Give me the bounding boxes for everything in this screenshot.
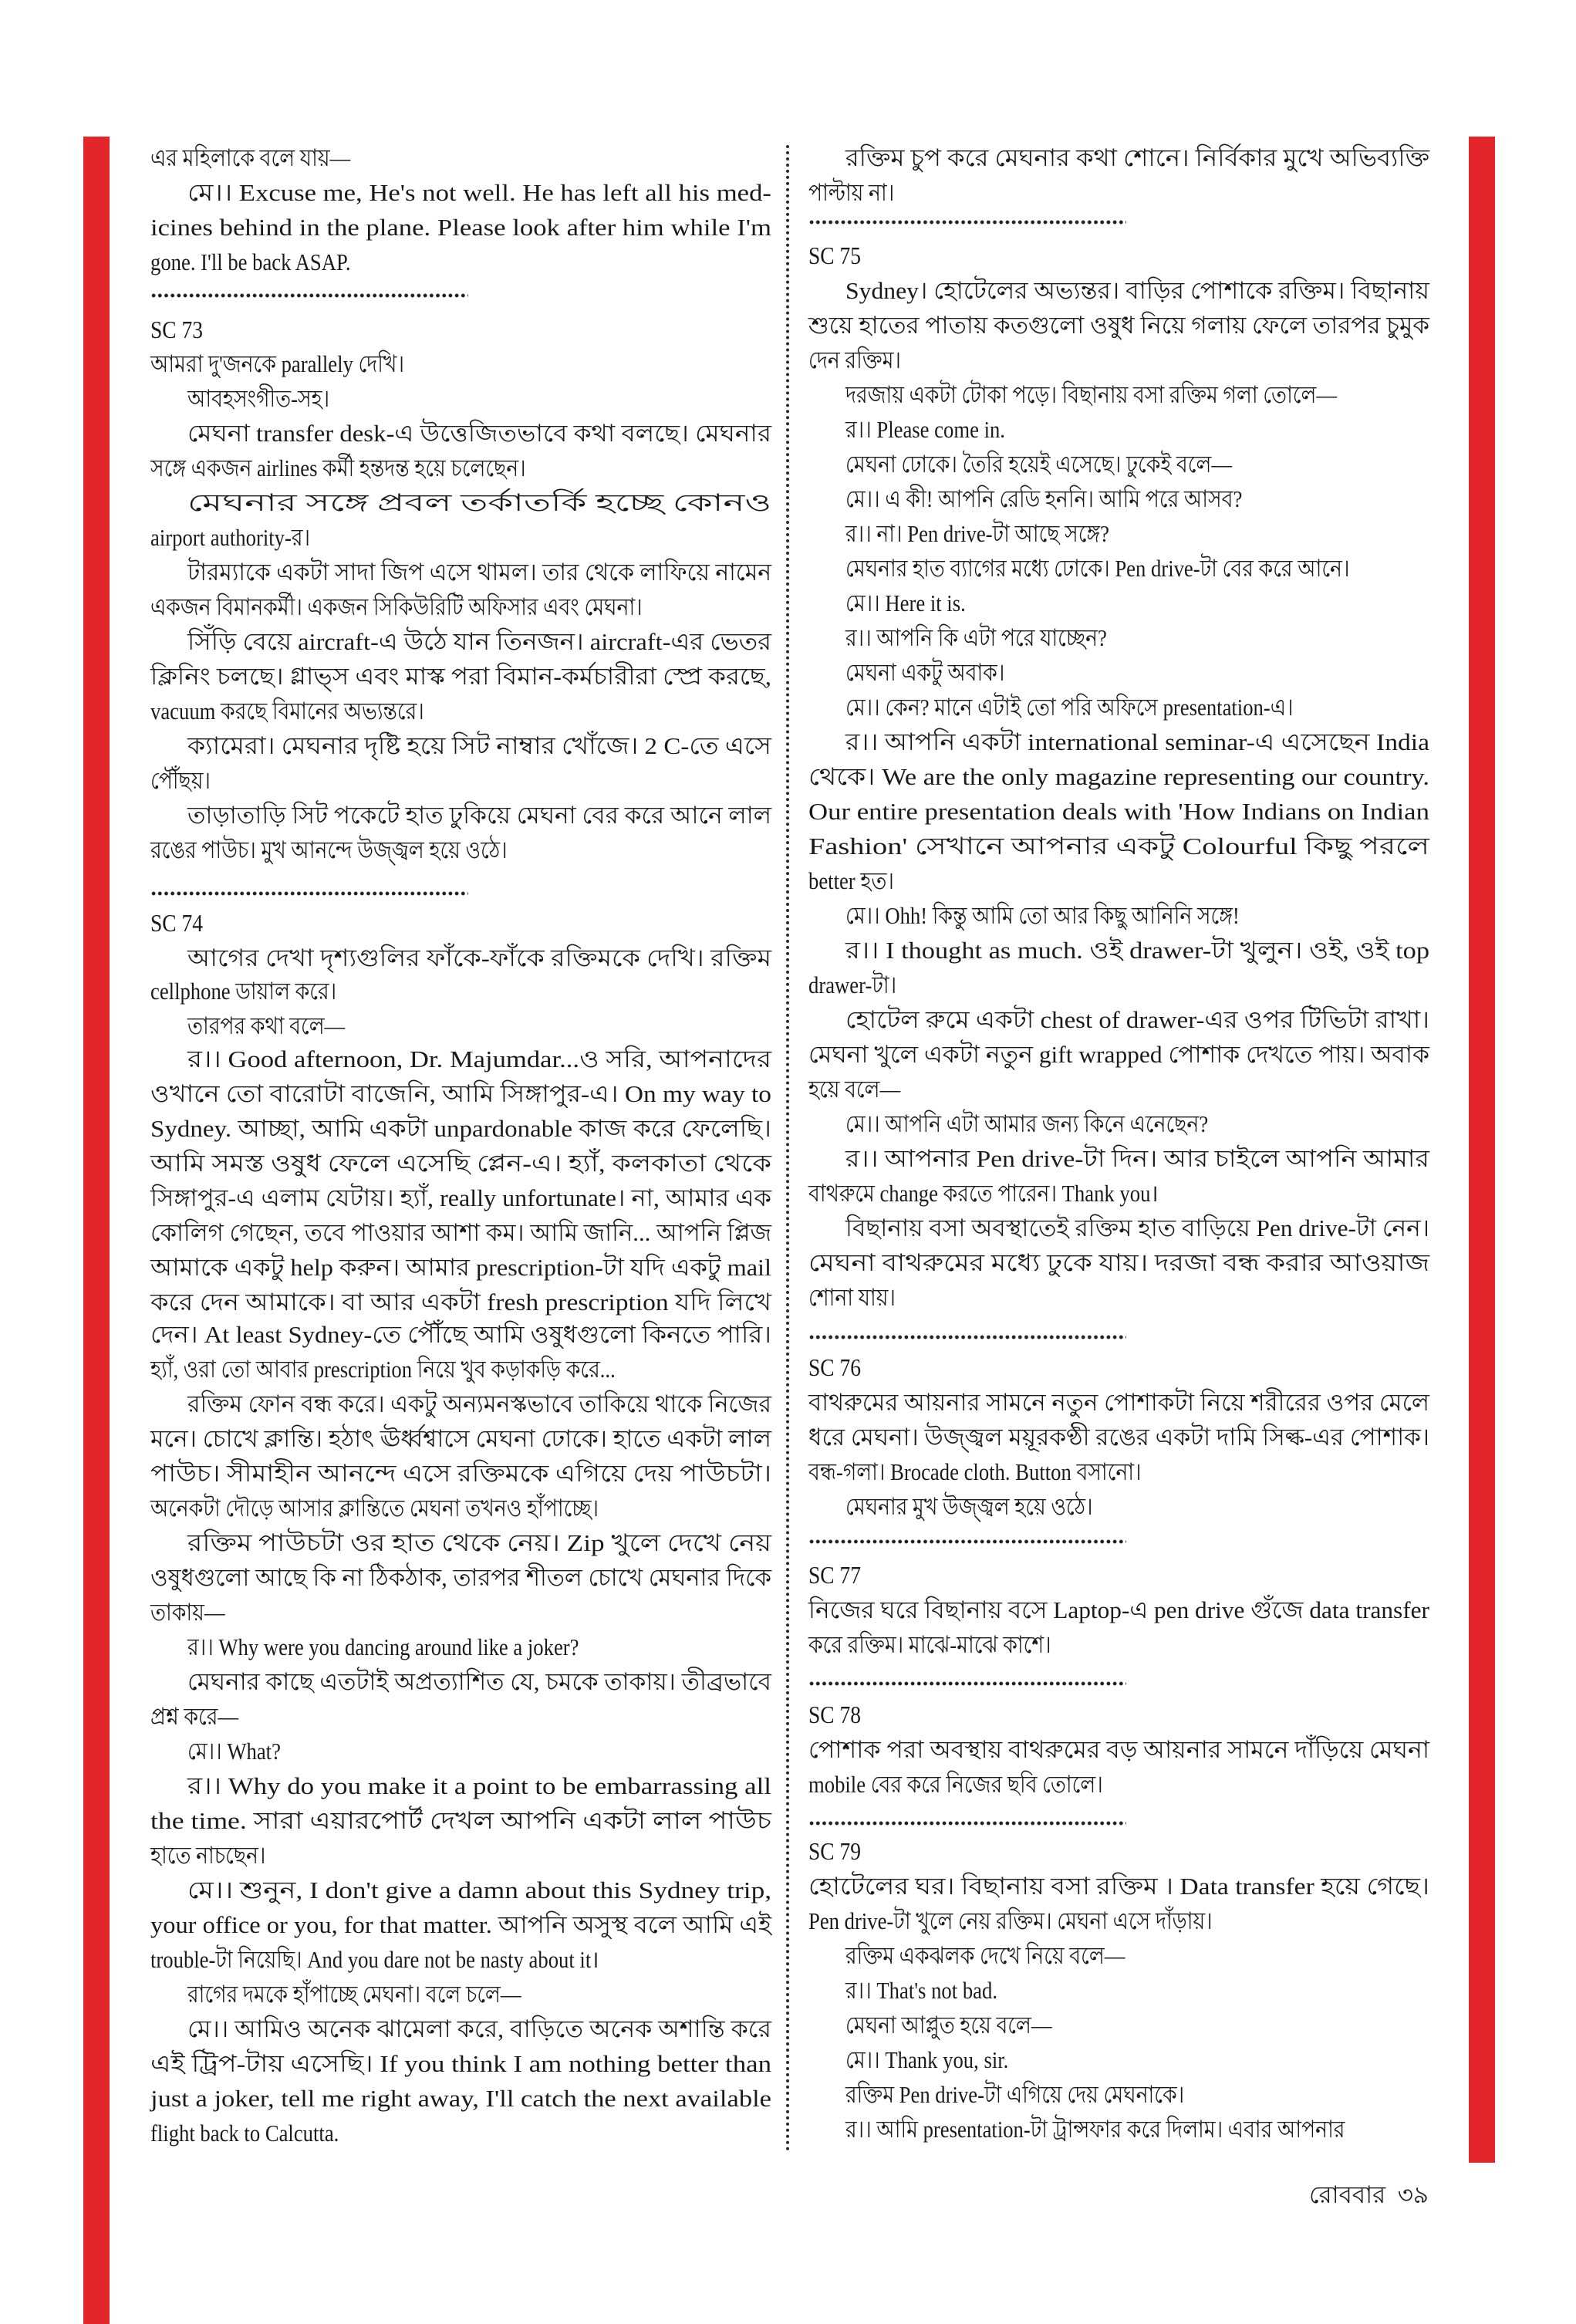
text-line-content: মে।। আপনি এটা আমার জন্য কিনে এনেছেন? [845, 1110, 1209, 1137]
text-line-content: মে।। এ কী! আপনি রেডি হননি। আমি পরে আসব? [845, 485, 1243, 512]
text-line-content: মেঘনা transfer desk-এ উত্তেজিতভাবে কথা বলছে। মেঘনার [187, 420, 771, 447]
text-line [150, 1942, 672, 1977]
text-line-content: পোশাক পরা অবস্থায় বাথরুমের বড় আয়নার সামনে দাঁড়িয়ে মেঘনা [808, 1736, 1429, 1763]
text-line-content: Fashion' সেখানে আপনার একটু Colourful কিছু পরলে [808, 833, 1429, 860]
text-line-content: মেঘনা ঢোকে। তৈরি হয়েই এসেছে। ঢুকেই বলে— [845, 451, 1233, 478]
text-line [187, 175, 771, 210]
text-line [187, 1042, 772, 1076]
text-line-content: মে।। শুনুন, I don't give a damn about this Sydney trip, [187, 1876, 772, 1903]
text-line [845, 273, 1429, 308]
text-line [187, 1873, 772, 1907]
scene-heading-text: SC 77 [808, 1561, 862, 1589]
text-line-content: সঙ্গে একজন airlines কর্মী হন্তদন্ত হয়ে চলেছেন। [150, 454, 526, 481]
text-line-content: আবহসংগীত-সহ। [187, 385, 330, 412]
text-line-content: cellphone ডায়াল করে। [150, 978, 337, 1005]
text-line [845, 898, 1304, 933]
text-line [845, 551, 1432, 586]
scene-heading [150, 906, 211, 941]
text-line [808, 1385, 1432, 1420]
text-line [150, 1285, 772, 1319]
text-line [808, 1903, 1278, 1938]
text-line-content: রাগের দমকে হাঁপাচ্ছে মেঘনা। বলে চলে— [187, 1981, 521, 2008]
text-line-content: তাকায়— [150, 1599, 225, 1626]
text-line [150, 451, 587, 485]
text-line-content: হাতে নাচছেন। [150, 1842, 266, 1869]
text-line-content: রক্তিম Pen drive-টা এগিয়ে দেয় মেঘনাকে। [845, 2081, 1185, 2108]
text-line [150, 1491, 672, 1525]
text-line [845, 2042, 1035, 2077]
text-line-content: তাড়াতাড়ি সিট পকেটে হাত ঢুকিয়ে মেঘনা বের করে আনে লাল [187, 802, 772, 829]
text-line [808, 1245, 1430, 1280]
text-line [150, 1560, 777, 1595]
text-line-content: মেঘনা খুলে একটা নতুন gift wrapped পোশাক দেখতে পায়। অবাক [808, 1041, 1429, 1068]
text-line-content: রক্তিম পাউচটা ওর হাত থেকে নেয়। Zip খুলে দেখে নেয় [187, 1529, 772, 1556]
scene-heading [150, 312, 211, 347]
scene-separator [808, 220, 1126, 225]
text-line-content: মেঘনার কাছে এতটাই অপ্রত্যাশিত যে, চমকে তাকায়। তীব্রভাবে [187, 1668, 771, 1695]
text-line-content: হোটেল রুমে একটা chest of drawer-এর ওপর টিভিটা রাখা। [845, 1006, 1429, 1033]
text-line [808, 1732, 1429, 1767]
text-line [808, 1176, 1215, 1211]
text-line [150, 1699, 253, 1734]
text-line [187, 1387, 789, 1421]
text-line [150, 1215, 776, 1250]
text-line [150, 1456, 772, 1491]
text-line [845, 586, 985, 620]
text-line [187, 1664, 770, 1699]
text-line-content: র।। আপনি কি এটা পরে যাচ্ছেন? [845, 624, 1107, 651]
text-line [187, 2012, 771, 2046]
text-line-content: icines behind in the plane. Please look after him while I'm [150, 214, 772, 241]
text-line-content: নিজের ঘরে বিছানায় বসে Laptop-এ pen drive গুঁজে data transfer [808, 1596, 1429, 1623]
text-line [150, 1352, 691, 1387]
text-line [845, 620, 1149, 655]
text-line-content: রক্তিম একঝলক দেখে নিয়ে বলে— [845, 1942, 1125, 1969]
text-line [845, 377, 1417, 412]
text-line [187, 381, 353, 416]
text-line [187, 1977, 575, 2012]
scene-heading [808, 1834, 869, 1869]
text-line [150, 1181, 772, 1215]
text-line [845, 1106, 1267, 1141]
text-line-content: পাউচ। সীমাহীন আনন্দে এসে রক্তিমকে এগিয়ে দেয় পাউচটা। [150, 1460, 772, 1487]
text-line-content: হোটেলের ঘর। বিছানায় বসা রক্তিম । Data transfer হয়ে গেছে। [808, 1873, 1430, 1900]
text-line [845, 481, 1307, 516]
text-line [845, 1141, 1429, 1176]
text-line [808, 1627, 1091, 1662]
text-line [845, 655, 1031, 690]
text-line-content: just a joker, tell me right away, I'll catch the next available [150, 2085, 771, 2112]
text-line [150, 659, 771, 694]
text-line-content: মেঘনার মুখ উজ্জ্বল হয়ে ওঠে। [845, 1493, 1093, 1520]
text-line-content: Pen drive-টা খুলে নেয় রক্তিম। মেঘনা এসে দাঁড়ায়। [808, 1907, 1213, 1934]
scene-heading-text: SC 74 [150, 909, 204, 937]
scene-heading [808, 238, 869, 273]
text-line-content: মে।। আমিও অনেক ঝামেলা করে, বাড়িতে অনেক অশান্তি করে [187, 2015, 771, 2042]
text-line [845, 1211, 1430, 1245]
text-line [187, 485, 772, 520]
text-line-content: পাল্টায় না। [808, 179, 895, 206]
text-line-content: প্রশ্ন করে— [150, 1703, 239, 1730]
text-line-content: মে।। কেন? মানে এটাই তো পরি অফিসে presentation-এ। [845, 694, 1294, 721]
text-line [808, 343, 916, 377]
text-line-content: র।। আপনি একটা international seminar-এ এসেছেন India [845, 728, 1429, 755]
text-line-content: দরজায় একটা টোকা পড়ে। বিছানায় বসা রক্তিম গলা তোলে— [845, 381, 1338, 408]
text-line [808, 175, 908, 210]
text-line-content: হ্যাঁ, ওরা তো আবার prescription নিয়ে খুব কড়াকড়ি করে... [150, 1356, 616, 1383]
publication-name: রোববার [1309, 2181, 1386, 2208]
text-line [150, 1250, 771, 1285]
scene-separator [808, 1335, 1126, 1339]
text-line-content: র।। That's not bad. [845, 1977, 997, 2004]
text-line [150, 694, 469, 728]
scene-separator [150, 891, 468, 896]
column-divider [786, 145, 789, 2153]
text-line [187, 728, 771, 763]
text-line [845, 690, 1366, 725]
scene-heading-text: SC 73 [150, 316, 204, 343]
text-line-content: এর মহিলাকে বলে যায়— [150, 144, 351, 171]
text-line [150, 833, 565, 867]
scene-separator [808, 1821, 1126, 1826]
text-line-content: বাথরুমে change করতে পারেন। Thank you। [808, 1180, 1159, 1207]
text-line-content: র।। Why were you dancing around like a joker? [187, 1633, 579, 1660]
text-line-content: সিঁড়ি বেয়ে aircraft-এ উঠে যান তিনজন। aircraft-এর ভেতর [187, 628, 772, 655]
text-line [845, 933, 1430, 968]
text-line [808, 829, 1429, 863]
text-line-content: সিঙ্গাপুর-এ এলাম যেটায়। হ্যাঁ, really unfortunate। না, আমার এক [150, 1184, 772, 1211]
text-line-content: শুয়ে হাতের পাতায় কতগুলো ওষুধ নিয়ে গলায় ফেলে তারপর চুমুক [808, 312, 1430, 339]
text-line-content: mobile বের করে নিজের ছবি তোলে। [808, 1771, 1103, 1798]
text-line-content: রক্তিম চুপ করে মেঘনার কথা শোনে। নির্বিকার মুখে অভিব্যক্তি [845, 144, 1429, 171]
text-line-content: র।। না। Pen drive-টা আছে সঙ্গে? [845, 520, 1109, 547]
text-line-content: পৌঁছয়। [150, 767, 211, 794]
text-line [150, 1146, 771, 1181]
text-line-content: অনেকটা দৌড়ে আসার ক্লান্তিতে মেঘনা তখনও হাঁপাচ্ছে। [150, 1495, 599, 1522]
text-line [808, 1072, 916, 1106]
text-line-content: র।। Good afternoon, Dr. Majumdar...ও সরি, আপনাদের [187, 1045, 772, 1072]
text-line [845, 1973, 1022, 2008]
text-line-content: মে।। Excuse me, He's not well. He has left all his med- [187, 179, 771, 206]
text-line-content: your office or you, for that matter. আপনি অসুস্থ বলে আমি এই [150, 1911, 771, 1938]
text-line-content: মেঘনা একটু অবাক। [845, 659, 1005, 686]
text-line-content: শোনা যায়। [808, 1284, 896, 1311]
text-line [150, 1317, 771, 1352]
text-line [808, 794, 1429, 829]
text-line [187, 1008, 370, 1043]
text-line-content: drawer-টা। [808, 971, 897, 998]
text-line [150, 974, 366, 1008]
text-line-content: ক্যামেরা। মেঘনার দৃষ্টি হয়ে সিট নাম্বার খোঁজে। 2 C-তে এসে [187, 732, 771, 759]
text-line [150, 1907, 771, 1942]
text-line-content: মে।। What? [187, 1738, 281, 1765]
text-line [150, 1595, 237, 1630]
text-line-content: মে।। Here it is. [845, 589, 966, 616]
text-line-content: flight back to Calcutta. [150, 2120, 339, 2147]
text-line-content: Sydney. আচ্ছা, আমি একটা unpardonable কাজ করে ফেলেছি। [150, 1115, 771, 1142]
text-line-content: মেঘনার সঙ্গে প্রবল তর্কাতর্কি হচ্ছে কোনও [187, 489, 772, 516]
text-line [808, 1767, 1151, 1802]
text-line [845, 1938, 1170, 1973]
text-line-content: ওখানে তো বারোটা বাজেনি, আমি সিঙ্গাপুর-এ। On my way to [150, 1080, 771, 1107]
text-line-content: Our entire presentation deals with 'How Indians on Indian [808, 798, 1429, 825]
text-line [150, 2046, 772, 2081]
text-line [808, 1454, 1196, 1489]
text-line-content: র।। আপনার Pen drive-টা দিন। আর চাইলে আপনি আমার [845, 1145, 1429, 1172]
text-line-content: মনে। চোখে ক্লান্তি। হঠাৎ ঊর্ধ্বশ্বাসে মেঘনা ঢোকে। হাতে একটা লাল [150, 1425, 772, 1452]
page-footer [1157, 2177, 1429, 2212]
text-line-content: করে দেন আমাকে। বা আর একটা fresh prescription যদি লিখে [150, 1289, 772, 1316]
text-line [150, 1076, 771, 1111]
text-line-content: বাথরুমের আয়নার সামনে নতুন পোশাকটা নিয়ে শরীরের ওপর মেলে [808, 1389, 1429, 1416]
text-line [808, 968, 911, 1002]
text-line-content: হয়ে বলে— [808, 1076, 901, 1103]
scene-heading-text: SC 79 [808, 1837, 862, 1865]
text-line [187, 798, 772, 833]
text-line [150, 589, 723, 624]
text-line-content: আগের দেখা দৃশ্যগুলির ফাঁকে-ফাঁকে রক্তিমকে দেখি। রক্তিম [187, 944, 771, 971]
text-line [845, 725, 1429, 759]
text-line [150, 520, 336, 555]
scene-separator [808, 1539, 1126, 1544]
text-line-content: র।। আমি presentation-টা ট্রান্সফার করে দিলাম। এবার আপনার [845, 2116, 1345, 2143]
scene-heading [808, 1697, 869, 1732]
text-line-content: র।। Please come in. [845, 416, 1005, 443]
text-line [150, 346, 446, 381]
text-line-content: টারম্যাকে একটা সাদা জিপ এসে থামল। তার থেকে লাফিয়ে নামেন [187, 559, 772, 586]
text-line [845, 1002, 1429, 1037]
text-line [150, 245, 383, 279]
text-line [150, 140, 383, 175]
text-line-content: দেন রক্তিম। [808, 346, 901, 373]
text-line [808, 1037, 1429, 1072]
text-line [187, 1734, 296, 1768]
text-line-content: ক্লিনিং চলছে। গ্লাভ্স এবং মাস্ক পরা বিমান-কর্মচারীরা স্প্রে করছে, [150, 663, 771, 690]
text-line [845, 516, 1152, 551]
scene-heading-text: SC 75 [808, 242, 862, 269]
text-line [150, 1421, 772, 1456]
text-line-content: মেঘনা আপ্লুত হয়ে বলে— [845, 2012, 1052, 2039]
text-line [808, 1280, 909, 1315]
text-line-content: রক্তিম ফোন বন্ধ করে। একটু অন্যমনস্কভাবে তাকিয়ে থাকে নিজের [187, 1390, 771, 1417]
text-line-content: ধরে মেঘনা। উজ্জ্বল ময়ূরকণ্ঠী রঙের একটা দামি সিল্ক-এর পোশাক। [808, 1424, 1430, 1451]
text-line [845, 140, 1429, 175]
text-line [150, 1838, 285, 1873]
text-line-content: বন্ধ-গলা। Brocade cloth. Button বসানো। [808, 1458, 1142, 1485]
accent-bar-right [1469, 137, 1495, 2163]
text-line [187, 1768, 771, 1803]
text-line [808, 308, 1428, 343]
text-line [187, 1525, 772, 1560]
scene-heading [808, 1350, 869, 1385]
text-line [845, 2112, 1426, 2147]
text-line [150, 1803, 772, 1838]
text-line [845, 2077, 1240, 2112]
text-line-content: করে রক্তিম। মাঝে-মাঝে কাশে। [808, 1631, 1051, 1658]
scene-heading-text: SC 76 [808, 1353, 862, 1381]
text-line [808, 863, 908, 898]
text-line-content: রঙের পাউচ। মুখ আনন্দে উজ্জ্বল হয়ে ওঠে। [150, 836, 508, 863]
text-line [187, 624, 772, 659]
text-line-content: better হত। [808, 867, 894, 894]
text-line [150, 2081, 771, 2116]
scene-heading-text: SC 78 [808, 1701, 862, 1728]
text-line-content: র।। Why do you make it a point to be embarrassing all [187, 1772, 771, 1799]
text-line-content: মে।। Ohh! কিন্তু আমি তো আর কিছু আনিনি সঙ্গে! [845, 902, 1240, 929]
text-line [845, 2008, 1085, 2042]
text-line [187, 1630, 643, 1664]
text-line-content: র।। I thought as much. ওই drawer-টা খুলুন। ওই, ওই top [845, 937, 1430, 964]
text-line-content: তারপর কথা বলে— [187, 1012, 346, 1039]
text-line [150, 1111, 771, 1146]
scene-heading [808, 1558, 869, 1593]
text-line [808, 1420, 1430, 1454]
text-line-content: বিছানায় বসা অবস্থাতেই রক্তিম হাত বাড়িয়ে Pen drive-টা নেন। [845, 1214, 1430, 1241]
text-line [150, 763, 221, 798]
scene-separator [150, 293, 468, 298]
text-line-content: কোলিগ গেছেন, তবে পাওয়ার আশা কম। আমি জানি... আপনি প্লিজ [150, 1219, 771, 1246]
text-line-content: মেঘনার হাত ব্যাগের মধ্যে ঢোকে। Pen drive-টা বের করে আনে। [845, 555, 1350, 582]
text-line [187, 416, 771, 451]
text-line [808, 759, 1430, 794]
page-number: ৩৯ [1397, 2181, 1429, 2208]
text-line-content: the time. সারা এয়ারপোর্ট দেখল আপনি একটা লাল পাউচ [150, 1807, 772, 1834]
text-line-content: মেঘনা বাথরুমের মধ্যে ঢুকে যায়। দরজা বন্ধ করার আওয়াজ [808, 1249, 1430, 1276]
text-line [150, 2116, 370, 2150]
text-line-content: ওষুধগুলো আছে কি না ঠিকঠাক, তারপর শীতল চোখে মেঘনার দিকে [150, 1564, 772, 1591]
text-line [187, 941, 771, 975]
text-line [150, 210, 772, 245]
text-line [845, 1489, 1133, 1524]
text-line-content: এই ট্রিপ-টায় এসেছি। If you think I am nothing better than [150, 2050, 772, 2077]
text-line [845, 412, 1031, 447]
text-line-content: আমরা দু'জনকে parallely দেখি। [150, 350, 404, 377]
text-line-content: মে।। Thank you, sir. [845, 2046, 1009, 2073]
scene-separator [808, 1681, 1126, 1686]
text-line-content: থেকে। We are the only magazine representing our country. [808, 763, 1430, 790]
text-line [187, 555, 796, 589]
text-line-content: gone. I'll be back ASAP. [150, 248, 351, 275]
text-line-content: trouble-টা নিয়েছি। And you dare not be nasty about it। [150, 1946, 599, 1973]
text-line-content: আমি সমস্ত ওষুধ ফেলে এসেছি প্লেন-এ। হ্যাঁ, কলকাতা থেকে [150, 1150, 771, 1177]
text-line-content: দেন। At least Sydney-তে পৌঁছে আমি ওষুধগুলো কিনতে পারি। [150, 1321, 771, 1348]
accent-bar-left [83, 137, 110, 2324]
text-line [808, 1593, 1429, 1627]
text-line [845, 447, 1295, 481]
text-line-content: vacuum করছে বিমানের অভ্যন্তরে। [150, 698, 424, 725]
text-line-content: airport authority-র। [150, 524, 311, 551]
text-line-content: আমাকে একটু help করুন। আমার prescription-টা যদি একটু mail [150, 1254, 771, 1281]
text-line-content: একজন বিমানকর্মী। একজন সিকিউরিটি অফিসার এবং মেঘনা। [150, 593, 643, 620]
text-line [808, 1869, 1430, 1903]
text-line-content: Sydney। হোটেলের অভ্যন্তর। বাড়ির পোশাকে রক্তিম। বিছানায় [845, 277, 1429, 304]
